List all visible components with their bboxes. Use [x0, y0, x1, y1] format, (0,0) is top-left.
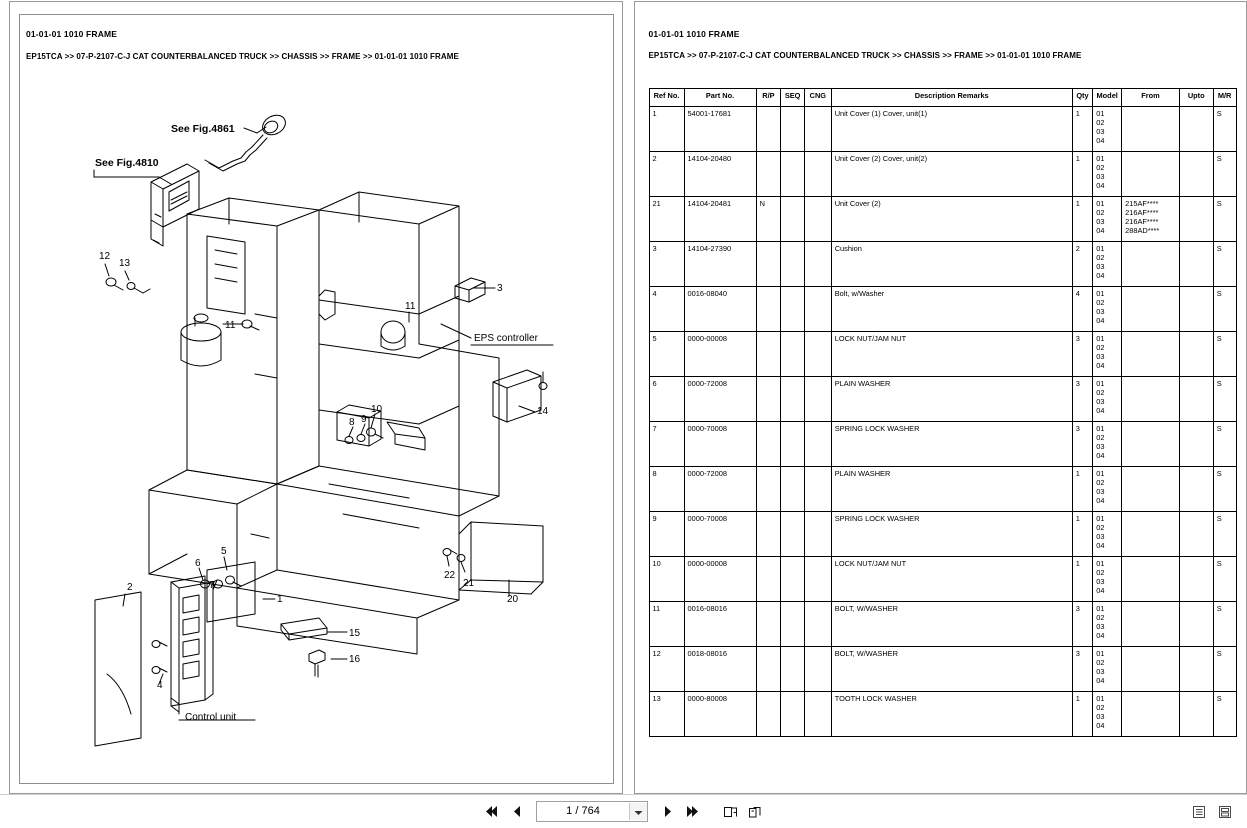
- cell-upto: [1179, 512, 1213, 557]
- cell-upto: [1179, 692, 1213, 737]
- cell-seq: [781, 332, 805, 377]
- cell-part: 14104-20481: [684, 197, 756, 242]
- cell-upto: [1179, 107, 1213, 152]
- column-header-qty: Qty: [1072, 89, 1093, 107]
- svg-text:Control unit: Control unit: [185, 712, 237, 723]
- page-left-breadcrumb: EP15TCA >> 07-P-2107-C-J CAT COUNTERBALANCED TRUCK >> CHASSIS >> FRAME >> 01-01-01 1010 FRAME: [26, 52, 459, 61]
- cell-cng: [804, 287, 831, 332]
- cell-cng: [804, 647, 831, 692]
- page-left[interactable]: [9, 1, 623, 794]
- cell-desc: BOLT, W/WASHER: [831, 602, 1072, 647]
- cell-ref: 3: [649, 242, 684, 287]
- cell-ref: 5: [649, 332, 684, 377]
- cell-part: 0000-72008: [684, 467, 756, 512]
- cell-desc: LOCK NUT/JAM NUT: [831, 332, 1072, 377]
- cell-upto: [1179, 557, 1213, 602]
- cell-qty: 3: [1072, 377, 1093, 422]
- cell-from: [1122, 647, 1180, 692]
- cell-upto: [1179, 332, 1213, 377]
- svg-text:20: 20: [507, 594, 519, 605]
- column-header-mr: M/R: [1213, 89, 1236, 107]
- cell-mr: S: [1213, 287, 1236, 332]
- cell-upto: [1179, 152, 1213, 197]
- svg-text:See Fig.4861: See Fig.4861: [171, 123, 235, 135]
- table-row[interactable]: [649, 287, 1236, 332]
- cell-qty: 3: [1072, 602, 1093, 647]
- cell-part: 0016-08016: [684, 602, 756, 647]
- cell-cng: [804, 152, 831, 197]
- single-page-icon: [723, 805, 739, 819]
- svg-text:See Fig.4810: See Fig.4810: [95, 157, 159, 169]
- cell-model: 01 02 03 04: [1093, 422, 1122, 467]
- list-panel-icon: [1192, 805, 1206, 819]
- cell-mr: S: [1213, 332, 1236, 377]
- single-page-view-button[interactable]: [722, 803, 739, 821]
- facing-page-icon: [747, 805, 763, 819]
- cell-from: [1122, 377, 1180, 422]
- next-page-button[interactable]: [659, 803, 676, 821]
- cell-ref: 9: [649, 512, 684, 557]
- table-row[interactable]: [649, 602, 1236, 647]
- cell-seq: [781, 377, 805, 422]
- cell-seq: [781, 422, 805, 467]
- svg-text:11: 11: [225, 320, 236, 331]
- cell-mr: S: [1213, 647, 1236, 692]
- page-number-field[interactable]: [536, 801, 648, 822]
- cell-from: [1122, 512, 1180, 557]
- cell-qty: 4: [1072, 287, 1093, 332]
- svg-text:16: 16: [349, 654, 361, 665]
- svg-text:4: 4: [157, 680, 163, 691]
- cell-seq: [781, 647, 805, 692]
- cell-desc: Unit Cover (2): [831, 197, 1072, 242]
- cell-mr: S: [1213, 467, 1236, 512]
- cell-cng: [804, 422, 831, 467]
- last-page-icon: [684, 805, 699, 818]
- page-right[interactable]: [634, 1, 1247, 794]
- cell-upto: [1179, 287, 1213, 332]
- cell-model: 01 02 03 04: [1093, 242, 1122, 287]
- cell-rp: [756, 152, 781, 197]
- cell-qty: 3: [1072, 647, 1093, 692]
- cell-rp: [756, 602, 781, 647]
- cell-model: 01 02 03 04: [1093, 287, 1122, 332]
- table-row[interactable]: [649, 107, 1236, 152]
- svg-text:5: 5: [221, 546, 227, 557]
- cell-model: 01 02 03 04: [1093, 332, 1122, 377]
- cell-desc: Unit Cover (2) Cover, unit(2): [831, 152, 1072, 197]
- chevron-down-icon: [634, 803, 643, 821]
- cell-qty: 1: [1072, 197, 1093, 242]
- svg-text:6: 6: [195, 558, 201, 569]
- cell-rp: [756, 332, 781, 377]
- cell-desc: PLAIN WASHER: [831, 467, 1072, 512]
- cell-seq: [781, 602, 805, 647]
- cell-seq: [781, 152, 805, 197]
- cell-ref: 6: [649, 377, 684, 422]
- table-row[interactable]: [649, 467, 1236, 512]
- cell-desc: SPRING LOCK WASHER: [831, 512, 1072, 557]
- cell-cng: [804, 242, 831, 287]
- cell-part: 0000-00008: [684, 557, 756, 602]
- cell-rp: [756, 557, 781, 602]
- previous-page-button[interactable]: [508, 803, 525, 821]
- chevron-right-icon: [662, 805, 674, 818]
- cell-mr: S: [1213, 557, 1236, 602]
- cell-from: [1122, 692, 1180, 737]
- column-header-seq: SEQ: [781, 89, 805, 107]
- cell-qty: 1: [1072, 107, 1093, 152]
- cell-from: [1122, 107, 1180, 152]
- table-header-row: [649, 89, 1236, 107]
- cell-ref: 11: [649, 602, 684, 647]
- last-page-button[interactable]: [683, 803, 700, 821]
- cell-ref: 2: [649, 152, 684, 197]
- cell-model: 01 02 03 04: [1093, 557, 1122, 602]
- cell-rp: [756, 242, 781, 287]
- cell-desc: TOOTH LOCK WASHER: [831, 692, 1072, 737]
- table-row[interactable]: [649, 647, 1236, 692]
- cell-desc: Bolt, w/Washer: [831, 287, 1072, 332]
- cell-qty: 3: [1072, 422, 1093, 467]
- cell-cng: [804, 332, 831, 377]
- cell-cng: [804, 602, 831, 647]
- cell-qty: 1: [1072, 467, 1093, 512]
- cell-cng: [804, 512, 831, 557]
- cell-part: 0000-72008: [684, 377, 756, 422]
- cell-desc: BOLT, W/WASHER: [831, 647, 1072, 692]
- table-row[interactable]: [649, 692, 1236, 737]
- cell-cng: [804, 377, 831, 422]
- cell-cng: [804, 467, 831, 512]
- column-header-cng: CNG: [804, 89, 831, 107]
- cell-model: 01 02 03 04: [1093, 467, 1122, 512]
- outline-panel-button[interactable]: [1190, 803, 1207, 821]
- table-row[interactable]: [649, 422, 1236, 467]
- cell-cng: [804, 197, 831, 242]
- cell-desc: Cushion: [831, 242, 1072, 287]
- column-header-ref-no: Ref No.: [649, 89, 684, 107]
- cell-rp: N: [756, 197, 781, 242]
- cell-seq: [781, 107, 805, 152]
- cell-mr: S: [1213, 512, 1236, 557]
- cell-rp: [756, 107, 781, 152]
- cell-part: 14104-20480: [684, 152, 756, 197]
- table-row[interactable]: [649, 557, 1236, 602]
- cell-ref: 10: [649, 557, 684, 602]
- column-header-rp: R/P: [756, 89, 781, 107]
- table-row[interactable]: [649, 242, 1236, 287]
- column-header-from: From: [1122, 89, 1180, 107]
- cell-desc: LOCK NUT/JAM NUT: [831, 557, 1072, 602]
- cell-qty: 1: [1072, 692, 1093, 737]
- cell-seq: [781, 512, 805, 557]
- cell-rp: [756, 647, 781, 692]
- cell-cng: [804, 107, 831, 152]
- cell-upto: [1179, 197, 1213, 242]
- cell-qty: 2: [1072, 242, 1093, 287]
- svg-text:13: 13: [119, 258, 131, 269]
- svg-text:8: 8: [349, 417, 355, 428]
- cell-rp: [756, 467, 781, 512]
- svg-text:1: 1: [277, 594, 283, 605]
- page-left-header-title: 01-01-01 1010 FRAME: [26, 29, 118, 39]
- cell-mr: S: [1213, 197, 1236, 242]
- cell-cng: [804, 557, 831, 602]
- cell-model: 01 02 03 04: [1093, 647, 1122, 692]
- cell-rp: [756, 377, 781, 422]
- cell-seq: [781, 242, 805, 287]
- viewer-toolbar-right: [1190, 795, 1233, 828]
- cell-qty: 1: [1072, 152, 1093, 197]
- svg-text:15: 15: [349, 628, 361, 639]
- cell-part: 14104-27390: [684, 242, 756, 287]
- parts-table: [649, 88, 1237, 737]
- cell-model: 01 02 03 04: [1093, 512, 1122, 557]
- cell-upto: [1179, 377, 1213, 422]
- cell-mr: S: [1213, 242, 1236, 287]
- cell-qty: 3: [1072, 332, 1093, 377]
- cell-seq: [781, 557, 805, 602]
- column-header-part-no: Part No.: [684, 89, 756, 107]
- cell-desc: PLAIN WASHER: [831, 377, 1072, 422]
- viewer-toolbar: [0, 794, 1247, 828]
- cell-part: 0000-70008: [684, 512, 756, 557]
- cell-ref: 7: [649, 422, 684, 467]
- svg-text:2: 2: [127, 582, 133, 593]
- cell-upto: [1179, 467, 1213, 512]
- cell-part: 54001-17681: [684, 107, 756, 152]
- cell-from: [1122, 287, 1180, 332]
- cell-part: 0000-00008: [684, 332, 756, 377]
- column-header-model: Model: [1093, 89, 1122, 107]
- cell-from: [1122, 242, 1180, 287]
- cell-seq: [781, 197, 805, 242]
- cell-from: [1122, 557, 1180, 602]
- cell-part: 0000-80008: [684, 692, 756, 737]
- facing-page-view-button[interactable]: [746, 803, 763, 821]
- table-row[interactable]: [649, 332, 1236, 377]
- cell-ref: 4: [649, 287, 684, 332]
- cell-cng: [804, 692, 831, 737]
- cell-ref: 21: [649, 197, 684, 242]
- page-number-dropdown-button[interactable]: [629, 803, 647, 820]
- cell-ref: 12: [649, 647, 684, 692]
- page-right-header-title: 01-01-01 1010 FRAME: [648, 29, 740, 39]
- page-right-breadcrumb: EP15TCA >> 07-P-2107-C-J CAT COUNTERBALANCED TRUCK >> CHASSIS >> FRAME >> 01-01-01 1010 FRAME: [648, 51, 1082, 60]
- page-number-value[interactable]: 1 / 764: [566, 805, 600, 817]
- svg-text:7: 7: [209, 580, 215, 591]
- cell-qty: 1: [1072, 557, 1093, 602]
- column-header-description: Description Remarks: [831, 89, 1072, 107]
- cell-rp: [756, 422, 781, 467]
- cell-desc: SPRING LOCK WASHER: [831, 422, 1072, 467]
- cell-mr: S: [1213, 107, 1236, 152]
- cell-mr: S: [1213, 692, 1236, 737]
- cell-model: 01 02 03 04: [1093, 692, 1122, 737]
- cell-model: 01 02 03 04: [1093, 602, 1122, 647]
- parts-table-body: [649, 107, 1236, 737]
- cell-model: 01 02 03 04: [1093, 107, 1122, 152]
- table-row[interactable]: [649, 152, 1236, 197]
- cell-ref: 8: [649, 467, 684, 512]
- table-row[interactable]: [649, 512, 1236, 557]
- cell-ref: 1: [649, 107, 684, 152]
- table-row[interactable]: [649, 197, 1236, 242]
- table-row[interactable]: [649, 377, 1236, 422]
- exploded-view-figure: [19, 14, 614, 784]
- cell-part: 0018-08016: [684, 647, 756, 692]
- cell-from: [1122, 467, 1180, 512]
- cell-rp: [756, 692, 781, 737]
- thumbnail-panel-icon: [1218, 805, 1232, 819]
- first-page-button[interactable]: [484, 803, 501, 821]
- cell-from: [1122, 152, 1180, 197]
- cell-seq: [781, 467, 805, 512]
- svg-text:EPS controller: EPS controller: [474, 333, 538, 344]
- thumbnail-panel-button[interactable]: [1216, 803, 1233, 821]
- cell-rp: [756, 287, 781, 332]
- svg-text:3: 3: [497, 283, 503, 294]
- svg-text:21: 21: [463, 578, 475, 589]
- cell-seq: [781, 287, 805, 332]
- cell-from: [1122, 332, 1180, 377]
- svg-text:11: 11: [405, 301, 416, 312]
- cell-part: 0000-70008: [684, 422, 756, 467]
- svg-text:9: 9: [361, 414, 367, 425]
- svg-text:10: 10: [371, 404, 383, 415]
- cell-ref: 13: [649, 692, 684, 737]
- chevron-left-icon: [511, 805, 523, 818]
- column-header-upto: Upto: [1179, 89, 1213, 107]
- cell-upto: [1179, 602, 1213, 647]
- cell-mr: S: [1213, 377, 1236, 422]
- cell-mr: S: [1213, 602, 1236, 647]
- svg-text:12: 12: [99, 251, 111, 262]
- cell-mr: S: [1213, 152, 1236, 197]
- cell-mr: S: [1213, 422, 1236, 467]
- cell-model: 01 02 03 04: [1093, 377, 1122, 422]
- cell-qty: 1: [1072, 512, 1093, 557]
- cell-upto: [1179, 647, 1213, 692]
- cell-model: 01 02 03 04: [1093, 152, 1122, 197]
- cell-upto: [1179, 242, 1213, 287]
- cell-desc: Unit Cover (1) Cover, unit(1): [831, 107, 1072, 152]
- cell-model: 01 02 03 04: [1093, 197, 1122, 242]
- first-page-icon: [485, 805, 500, 818]
- cell-upto: [1179, 422, 1213, 467]
- svg-text:22: 22: [444, 570, 456, 581]
- svg-text:14: 14: [537, 406, 549, 417]
- cell-part: 0016-08040: [684, 287, 756, 332]
- cell-from: 215AF**** 216AF**** 216AF**** 288AD****: [1122, 197, 1180, 242]
- cell-seq: [781, 692, 805, 737]
- cell-rp: [756, 512, 781, 557]
- cell-from: [1122, 422, 1180, 467]
- cell-from: [1122, 602, 1180, 647]
